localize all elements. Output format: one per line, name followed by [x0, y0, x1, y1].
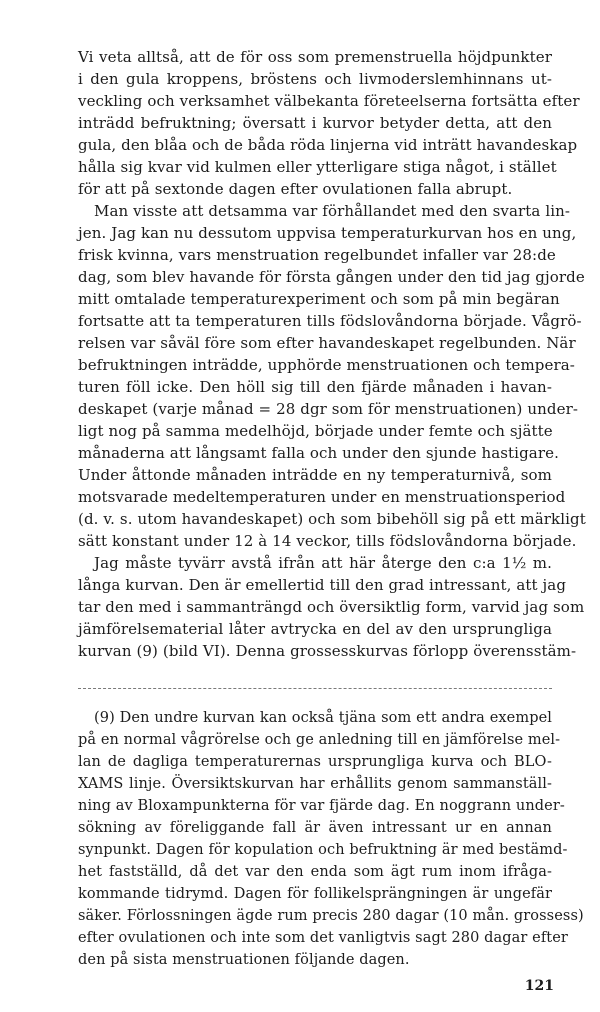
footnote-line: XAMS linje. Översiktskurvan har erhållits genom sammanställ-: [78, 776, 552, 792]
body-text-line: Vi veta alltså, att de för oss som premenstruella höjdpunkter: [78, 48, 552, 66]
footnote-line: på en normal vågrörelse och ge anledning till en jämförelse mel-: [78, 732, 561, 748]
body-text-line: frisk kvinna, vars menstruation regelbundet infaller var 28:de: [78, 246, 556, 264]
body-text-line: Under åttonde månaden inträdde en ny temperaturnivå, som: [78, 466, 552, 484]
footnote-line: efter ovulationen och inte som det vanligtvis sagt 280 dagar efter: [78, 930, 568, 946]
footnote-line: kommande tidrymd. Dagen för follikelsprängningen är ungefär: [78, 886, 552, 902]
footnote-line: säker. Förlossningen ägde rum precis 280 dagar (10 mån. grossess): [78, 908, 584, 924]
footnote-line: lan de dagliga temperaturernas ursprungliga kurva och BLO-: [78, 754, 552, 770]
footnote-line: sökning av föreliggande fall är även intressant ur en annan: [78, 820, 552, 836]
footnote-line: (9) Den undre kurvan kan också tjäna som ett andra exempel: [94, 710, 552, 726]
body-text-line: fortsatte att ta temperaturen tills födslovåndorna började. Vågrö-: [78, 312, 582, 330]
body-text-line: sätt konstant under 12 à 14 veckor, tills födslovåndorna började.: [78, 532, 577, 550]
body-text-line: mitt omtalade temperaturexperiment och som på min begäran: [78, 290, 560, 308]
body-text-line: långa kurvan. Den är emellertid till den grad intressant, att jag: [78, 576, 567, 594]
body-text-line: turen föll icke. Den höll sig till den fjärde månaden i havan-: [78, 378, 552, 396]
body-text-line: tar den med i sammanträngd och översiktlig form, varvid jag som: [78, 598, 585, 616]
body-text-line: Jag måste tyvärr avstå ifrån att här återge den c:a 1½ m.: [94, 554, 552, 572]
body-text-line: ligt nog på samma medelhöjd, började under femte och sjätte: [78, 422, 553, 440]
page-number: 121: [524, 978, 554, 994]
body-text-line: i den gula kroppens, bröstens och livmoderslemhinnans ut-: [78, 70, 552, 88]
body-text-line: jen. Jag kan nu dessutom uppvisa temperaturkurvan hos en ung,: [78, 224, 577, 242]
body-text-line: (d. v. s. utom havandeskapet) och som bibehöll sig på ett märkligt: [78, 510, 586, 528]
body-text-line: inträdd befruktning; översatt i kurvor betyder detta, att den: [78, 114, 552, 132]
body-text-line: hålla sig kvar vid kulmen eller ytterligare stiga något, i stället: [78, 158, 557, 176]
body-text-line: befruktningen inträdde, upphörde menstruationen och tempera-: [78, 356, 575, 374]
footnote-line: synpunkt. Dagen för kopulation och befruktning är med bestämd-: [78, 842, 568, 858]
footnote-divider: [78, 688, 552, 689]
footnote-line: den på sista menstruationen följande dagen.: [78, 952, 410, 968]
body-text-line: kurvan (9) (bild VI). Denna grossesskurvas förlopp överensstäm-: [78, 642, 577, 660]
body-text-line: månaderna att långsamt falla och under den sjunde hastigare.: [78, 444, 559, 462]
body-text-line: motsvarade medeltemperaturen under en menstruationsperiod: [78, 488, 566, 506]
body-text-line: veckling och verksamhet välbekanta företeelserna fortsätta efter: [78, 92, 580, 110]
body-text-line: gula, den blåa och de båda röda linjerna vid inträtt havandeskap: [78, 136, 578, 154]
body-text-line: Man visste att detsamma var förhållandet med den svarta lin-: [94, 202, 571, 220]
body-text-line: deskapet (varje månad = 28 dgr som för menstruationen) under-: [78, 400, 579, 418]
footnote-line: ning av Bloxampunkterna för var fjärde dag. En noggrann under-: [78, 798, 565, 814]
body-text-line: relsen var såväl före som efter havandeskapet regelbunden. När: [78, 334, 576, 352]
body-text-line: jämförelsematerial låter avtrycka en del av den ursprungliga: [78, 620, 552, 638]
footnote-line: het fastställd, då det var den enda som ägt rum inom ifråga-: [78, 864, 552, 880]
body-text-line: för att på sextonde dagen efter ovulationen falla abrupt.: [78, 180, 513, 198]
body-text-line: dag, som blev havande för första gången under den tid jag gjorde: [78, 268, 585, 286]
